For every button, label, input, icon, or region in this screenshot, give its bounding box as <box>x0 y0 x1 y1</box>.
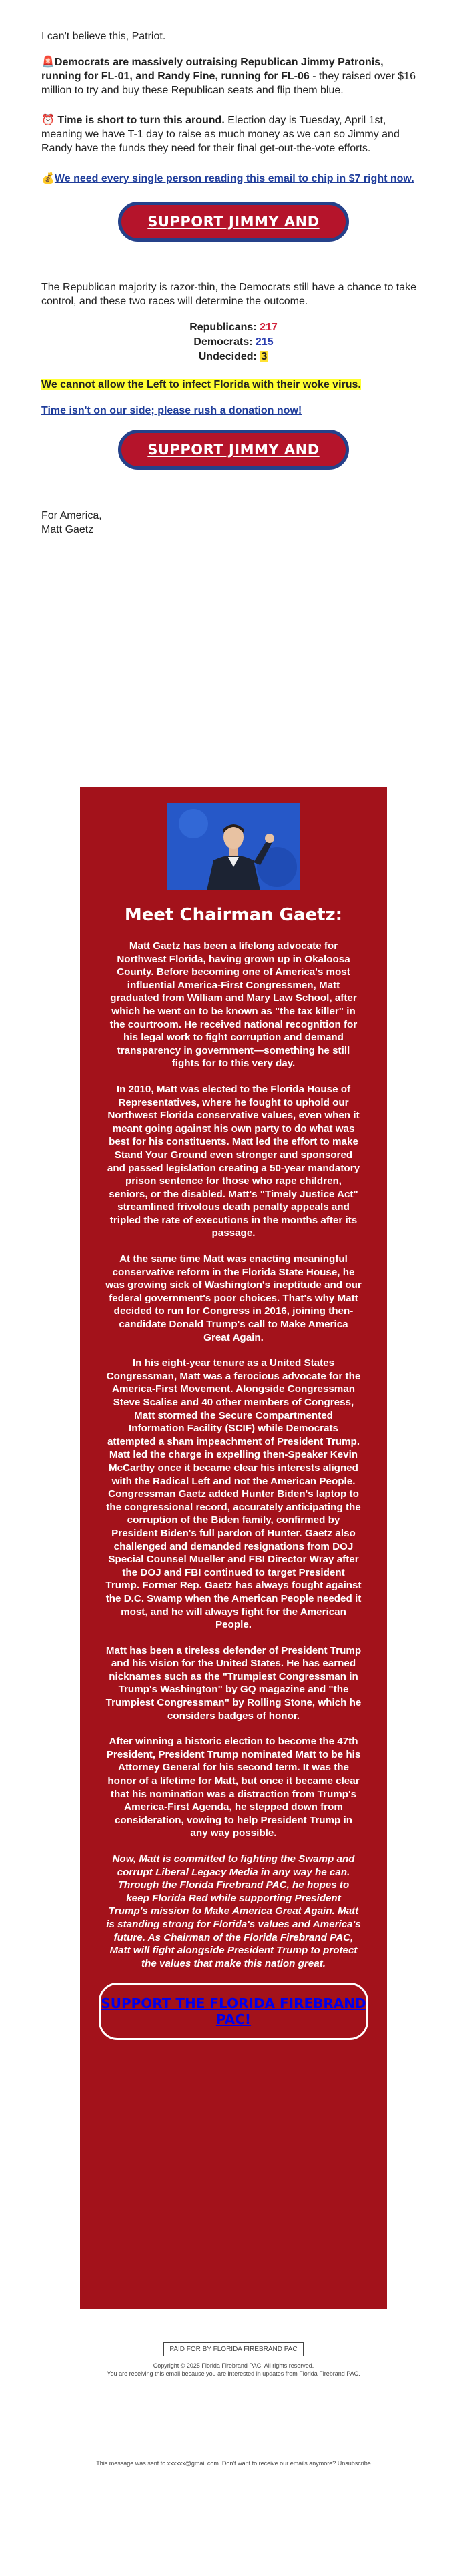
chip-in-link[interactable]: We need every single person reading this email to chip in $7 right now. <box>54 173 414 184</box>
majority-paragraph: The Republican majority is razor-thin, the Democrats still have a chance to take control, and these two races will determine the outcome. <box>41 282 417 307</box>
rep-label: Republicans: <box>189 322 257 333</box>
signoff <box>41 509 426 537</box>
bio-paragraph-1: Matt Gaetz has been a lifelong advocate for Northwest Florida, having grown up in Okaloosa County. Before becoming one of America's most influential America-First Congressmen, Matt graduated from William and Mary Law School, after which he went on to be known as "the tax killer" in the courtroom. He received national recognition for his legal work to fight corruption and demand transparency in government—something he still fights for to this very day. <box>109 940 358 1070</box>
seat-tally <box>41 320 426 364</box>
dem-value: 215 <box>255 336 274 348</box>
cta-wrap-1 <box>41 202 426 263</box>
dem-label: Democrats: <box>193 336 253 348</box>
bio-heading: Meet Chairman Gaetz: <box>124 905 343 925</box>
alert-bold: Democrats are massively outraising Republican Jimmy Patronis, running for FL-01, and Randy Fine, running for FL-06 <box>41 57 384 82</box>
email-body <box>0 0 467 537</box>
greeting: I can't believe this, Patriot. <box>41 31 166 42</box>
signoff-line: For America, <box>41 510 102 521</box>
time-paragraph <box>41 113 426 155</box>
signoff-name: Matt Gaetz <box>41 524 94 535</box>
bio-paragraph-5: Matt has been a tireless defender of President Trump and his vision for the United States. He has earned nicknames such as the "Trumpiest Congressman in Trump's Washington" by GQ magazine and "the Trumpiest Congressman" by Rolling Stone, which he considers badges of honor. <box>105 1644 362 1722</box>
money-bag-icon: 💰 <box>41 173 55 184</box>
und-label: Undecided: <box>198 351 257 362</box>
person-silhouette-icon <box>167 803 300 890</box>
support-jimmy-randy-button[interactable]: SUPPORT JIMMY AND RANDY → <box>118 202 349 242</box>
unsubscribe-line[interactable]: This message was sent to xxxxxx@gmail.com. Don't want to receive our emails anymore? Unsubscribe <box>96 2460 371 2467</box>
bio-paragraph-7: Now, Matt is committed to fighting the Swamp and corrupt Liberal Legacy Media in any way he can. Through the Florida Firebrand PAC, he hopes to keep Florida Red while supporting President Trump's mission to Make America Great Again. Matt is standing strong for Florida's values and America's future. As Chairman of the Florida Firebrand PAC, Matt will fight alongside President Trump to protect the values that make this nation great. <box>106 1853 361 1969</box>
tally-democrats <box>41 335 426 350</box>
woke-paragraph <box>41 378 426 392</box>
alarm-clock-icon: ⏰ <box>41 115 55 126</box>
bio-panel <box>80 787 387 2309</box>
time-link-paragraph <box>41 404 426 418</box>
bio-paragraph-6: After winning a historic election to become the 47th President, President Trump nominated Matt to be his Attorney General for his second term. It was the honor of a lifetime for Matt, but once it became clear that his nomination was a distraction from Trump's America-First Agenda, he stepped down from consideration, vowing to help President Trump in any way possible. <box>106 1736 361 1839</box>
support-firebrand-pac-button[interactable]: SUPPORT THE FLORIDA FIREBRAND PAC! <box>99 1983 368 2040</box>
time-rest: Election day is Tuesday, April 1st, meaning we have T-1 day to raise as much money as we can so Jimmy and Randy have the funds they need for their final get-out-the-vote efforts. <box>41 115 400 154</box>
copyright: Copyright © 2025 Florida Firebrand PAC. All rights reserved. <box>153 2362 314 2369</box>
rush-donation-link[interactable]: Time isn't on our side; please rush a donation now! <box>41 405 302 416</box>
siren-icon: 🚨 <box>41 57 55 68</box>
support-jimmy-randy-button-2[interactable]: SUPPORT JIMMY AND RANDY → <box>118 430 349 470</box>
woke-highlight: We cannot allow the Left to infect Florida with their woke virus. <box>41 379 361 390</box>
paid-for-box: PAID FOR BY FLORIDA FIREBRAND PAC <box>163 2342 303 2356</box>
bio-paragraph-3: At the same time Matt was enacting meaningful conservative reform in the Florida State House, he was growing sick of Washington's ineptitude and our federal government's poor choices. That's why Matt decided to run for Congress in 2016, joining then-candidate Donald Trump's call to Make America Great Again. <box>105 1253 362 1343</box>
tally-republicans <box>41 320 426 335</box>
gaetz-photo <box>167 803 300 890</box>
chip-paragraph <box>41 172 426 186</box>
alert-rest: - they raised over $16 million to try and buy these Republican seats and flip them blue. <box>41 71 416 96</box>
und-value: 3 <box>261 351 268 362</box>
bio-paragraph-4: In his eight-year tenure as a United States Congressman, Matt was a ferocious advocate for the America-First Movement. Alongside Congressman Steve Scalise and 40 other members of Congress, Matt stormed the Secure Compartmented Information Facility (SCIF) while Democrats attempted a sham impeachment of President Trump. Matt led the charge in expelling then-Speaker Kevin McCarthy once it became clear his interests aligned with the Radical Left and not the American People. Congressman Gaetz added Hunter Biden's laptop to the congressional record, accurately anticipating the corruption of the Biden family, confirmed by President Biden's full pardon of Hunter. Gaetz also challenged and demanded resignations from DOJ Special Counsel Mueller and FBI Director Wray after the DOJ and FBI continued to target President Trump. Former Rep. Gaetz has always fought against the D.C. Swamp when the American People needed it most, and he will always fight for the American People. <box>105 1357 362 1631</box>
footer <box>0 2342 467 2378</box>
rep-value: 217 <box>260 322 278 333</box>
bio-paragraph-2: In 2010, Matt was elected to the Florida House of Representatives, where he fought to uphold our Northwest Florida conservative values, even when it meant going against his own party to do what was best for his constituents. Matt led the effort to make Stand Your Ground even stronger and sponsored and passed legislation creating a 50-year mandatory prison sentence for those who rape children, seniors, or the disabled. Matt's "Timely Justice Act" streamlined frivolous death penalty appeals and tripled the rate of executions in the months after its passage. <box>107 1083 360 1239</box>
alert-paragraph <box>41 55 426 97</box>
cta-wrap-2 <box>41 430 426 491</box>
time-bold: Time is short to turn this around. <box>57 115 225 126</box>
receiving-reason: You are receiving this email because you are interested in updates from Florida Firebrand PAC. <box>107 2370 360 2377</box>
tally-undecided <box>41 350 426 364</box>
